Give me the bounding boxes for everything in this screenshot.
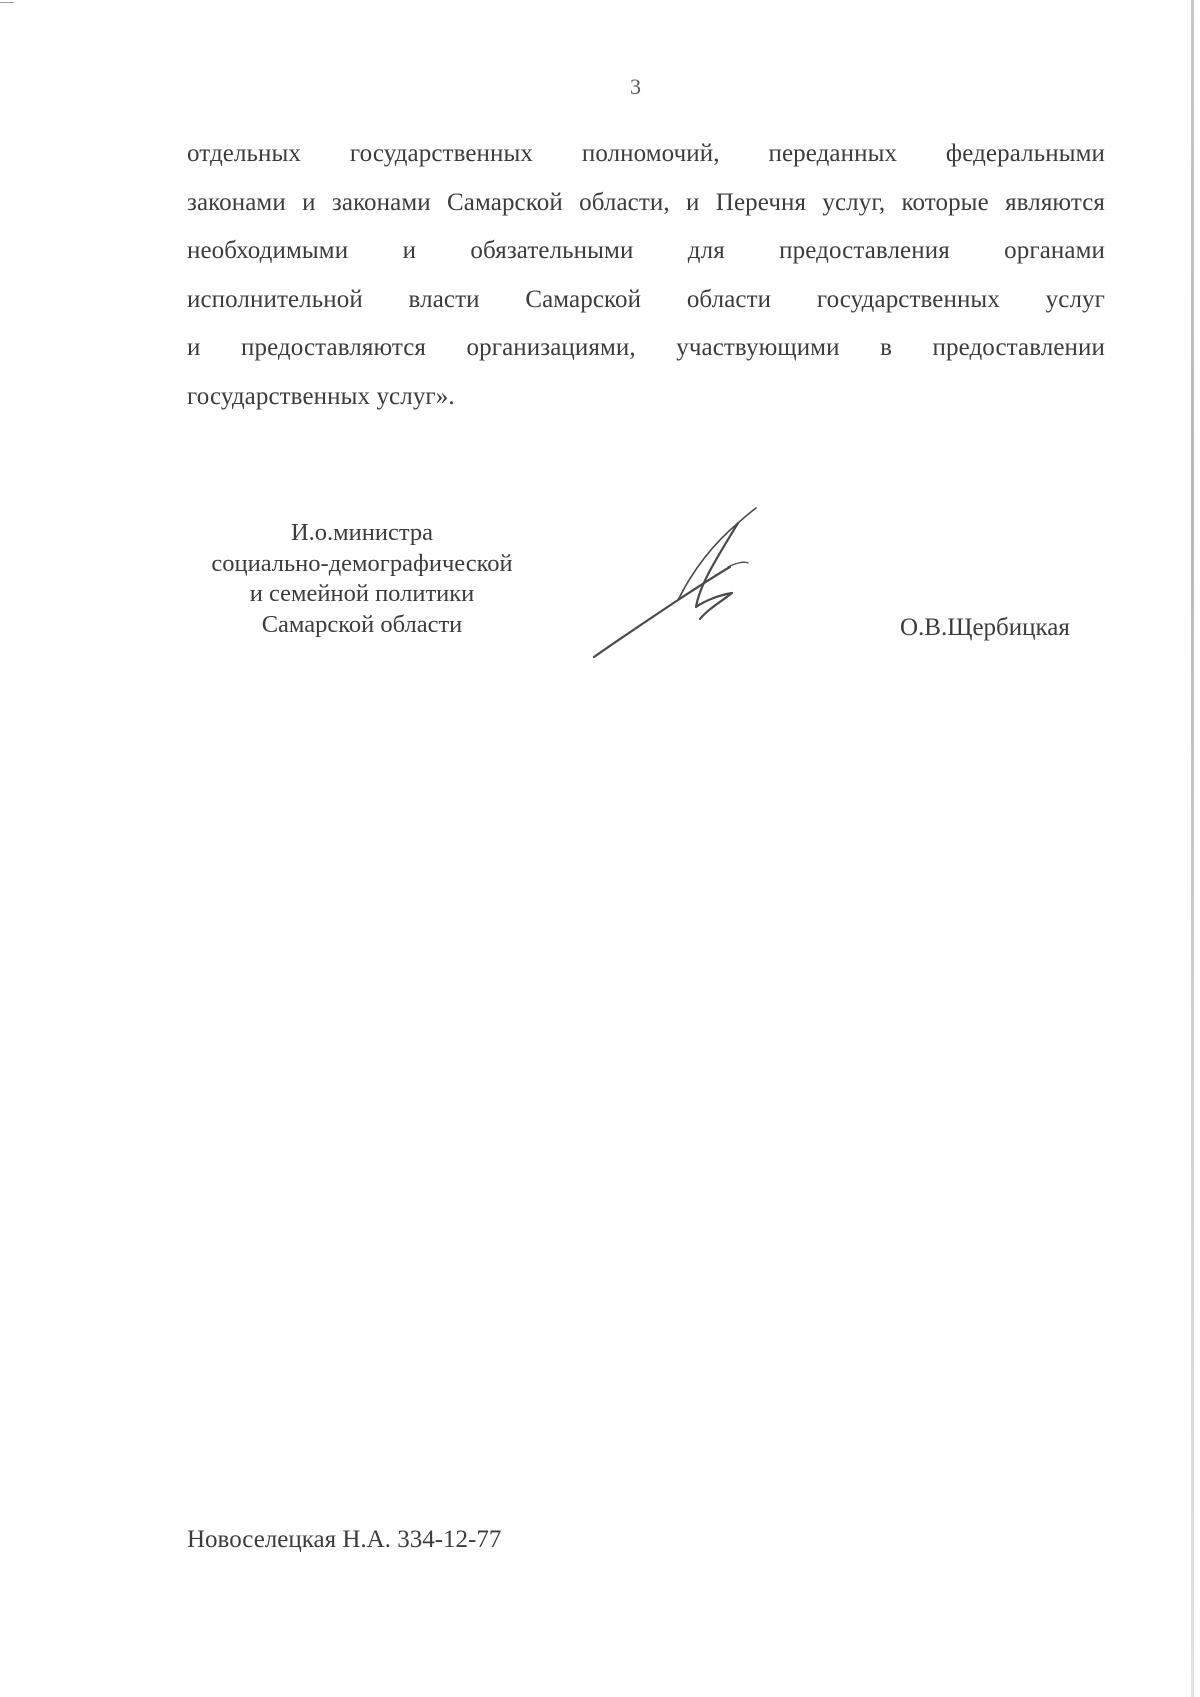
signatory-title-line: И.о.министра xyxy=(290,519,434,546)
contact-info: Новоселецкая Н.А. 334-12-77 xyxy=(187,1526,502,1553)
body-line: государственных услуг». xyxy=(187,382,455,410)
signatory-title-line: и семейной политики xyxy=(249,580,475,607)
scan-right-edge xyxy=(1191,0,1194,1697)
signatory-title xyxy=(187,518,537,640)
page-number: 3 xyxy=(630,74,641,99)
handwritten-signature xyxy=(588,505,778,665)
scan-corner-mark xyxy=(0,2,14,3)
signer-name: О.В.Щербицкая xyxy=(900,614,1070,641)
signatory-title-line: Самарской области xyxy=(261,610,463,638)
body-line: исполнительной власти Самарской области государственных услуг xyxy=(187,285,1105,313)
body-line: необходимыми и обязательными для предоставления органами xyxy=(187,237,1105,264)
signatory-title-line: социально-демографической xyxy=(211,549,513,577)
body-paragraph xyxy=(187,130,1105,421)
body-line: отдельных государственных полномочий, переданных федеральными xyxy=(187,140,1105,167)
body-line: законами и законами Самарской области, и Перечня услуг, которые являются xyxy=(187,188,1105,216)
body-line: и предоставляются организациями, участвующими в предоставлении xyxy=(187,334,1105,361)
